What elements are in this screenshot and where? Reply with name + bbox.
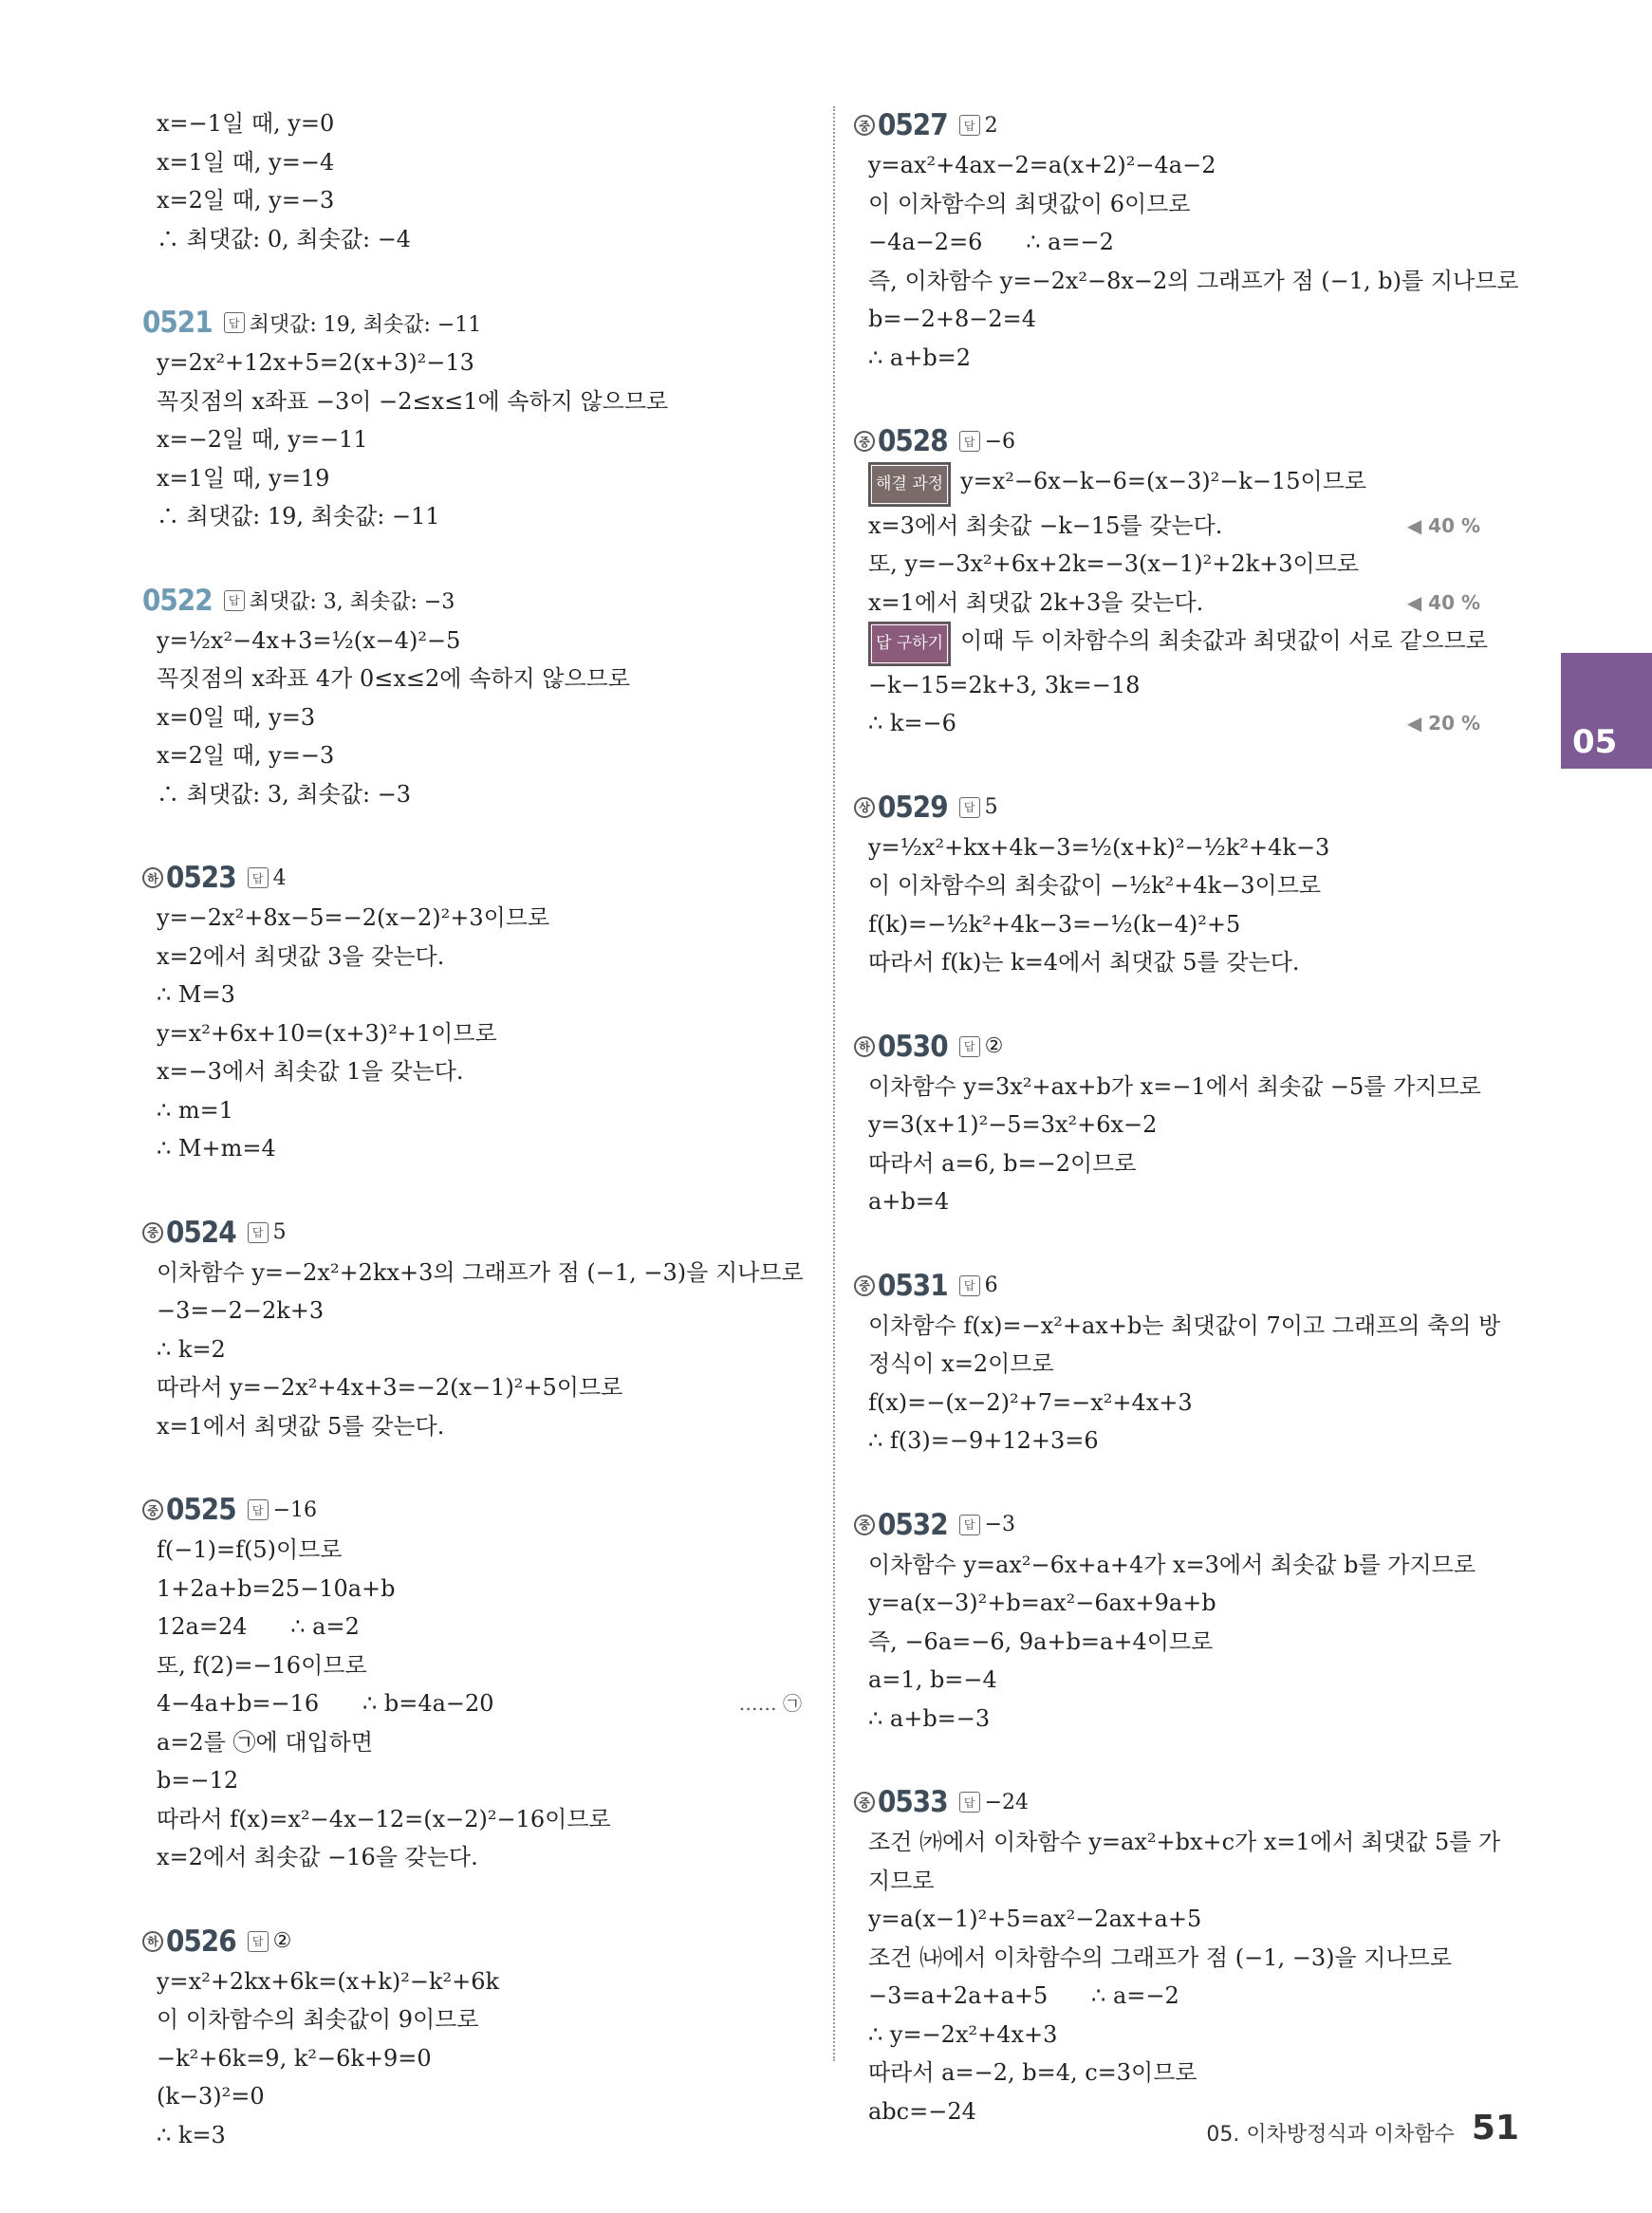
solution-line <box>854 828 1518 867</box>
page-number: 51 <box>1471 2109 1519 2148</box>
answer-value: ② <box>272 1929 292 1953</box>
answer-value: 최댓값: 3, 최솟값: −3 <box>249 590 455 614</box>
solution-text: x=−2일 때, y=−11 <box>157 426 368 453</box>
difficulty-badge: 중 <box>854 431 875 452</box>
solution-line <box>142 459 807 498</box>
solution-text: 따라서 a=−2, b=4, c=3이므로 <box>868 2059 1197 2086</box>
solution-text: y=½x²−4x+3=½(x−4)²−5 <box>157 626 461 654</box>
solution-line <box>142 976 807 1014</box>
solution-text: x=3에서 최솟값 −k−15를 갖는다. <box>868 511 1223 539</box>
answer-icon: 답 <box>248 1931 269 1952</box>
solution-text: y=x²+6x+10=(x+3)²+1이므로 <box>157 1019 497 1047</box>
solution-text: b=−2+8−2=4 <box>868 306 1036 332</box>
answer-value: 5 <box>984 795 998 819</box>
solution-text: x=1에서 최댓값 2k+3을 갖는다. <box>868 588 1204 616</box>
solution-text: x=−3에서 최솟값 1을 갖는다. <box>157 1058 464 1085</box>
solution-line <box>142 1761 807 1800</box>
solution-text: ∴ k=3 <box>157 2121 226 2148</box>
solution-text: y=ax²+4ax−2=a(x+2)²−4a−2 <box>868 152 1216 178</box>
answer-value: −16 <box>272 1497 318 1522</box>
solution-text: a=1, b=−4 <box>868 1666 997 1693</box>
solution-line <box>142 1407 807 1446</box>
solution-text: 따라서 y=−2x²+4x+3=−2(x−1)²+5이므로 <box>157 1374 623 1401</box>
solution-text: ∴ m=1 <box>157 1096 234 1124</box>
answer-value: −24 <box>984 1790 1030 1814</box>
problem-block <box>142 1212 807 1446</box>
problem-number: 0525 <box>166 1493 236 1527</box>
column-divider <box>833 106 835 2061</box>
solution-text: 이차함수 y=−2x²+2kx+3의 그래프가 점 (−1, −3)을 지나므로 <box>157 1258 804 1286</box>
solution-line <box>142 1962 807 2001</box>
problem-header <box>854 787 1518 828</box>
solution-text: x=2에서 최댓값 3을 갖는다. <box>157 942 445 970</box>
problem-header <box>854 420 1518 462</box>
solution-line <box>142 622 807 660</box>
solution-text: x=1일 때, y=−4 <box>157 148 335 176</box>
solution-line <box>854 1546 1518 1585</box>
solution-line <box>142 382 807 421</box>
step-tag: 해결 과정 <box>868 462 951 507</box>
solution-line <box>142 2116 807 2155</box>
solution-line <box>142 1254 807 1292</box>
solution-text: y=−2x²+8x−5=−2(x−2)²+3이므로 <box>157 904 550 931</box>
chapter-tab-label: 05 <box>1572 723 1618 761</box>
solution-line <box>142 1838 807 1877</box>
problem-block <box>854 420 1518 743</box>
problem-header <box>854 1265 1518 1307</box>
solution-text: 지므로 <box>868 1867 935 1894</box>
solution-line <box>854 1106 1518 1144</box>
solution-line <box>854 1623 1518 1662</box>
solution-line <box>854 1862 1518 1901</box>
solution-text: 꼭짓점의 x좌표 −3이 −2≤x≤1에 속하지 않으므로 <box>157 387 669 415</box>
solution-text: 이 이차함수의 최댓값이 6이므로 <box>868 190 1191 217</box>
solution-line <box>142 1684 807 1723</box>
solution-text: −k²+6k=9, k²−6k+9=0 <box>157 2044 432 2072</box>
solution-line <box>854 1422 1518 1460</box>
answer-icon: 답 <box>224 590 245 611</box>
problem-number: 0522 <box>142 583 213 618</box>
solution-text: −4a−2=6 ∴ a=−2 <box>868 229 1114 255</box>
problem-block <box>854 104 1518 377</box>
solution-text: ∴ 최댓값: 0, 최솟값: −4 <box>157 225 412 252</box>
solution-line <box>142 344 807 382</box>
problem-number: 0524 <box>166 1215 236 1250</box>
solution-line <box>854 866 1518 905</box>
right-column <box>854 104 1518 2174</box>
problem-block <box>854 1265 1518 1460</box>
chapter-tab <box>1561 653 1652 769</box>
problem-number: 0533 <box>878 1785 948 1819</box>
answer-icon: 답 <box>959 1275 980 1296</box>
solution-text: 꼭짓점의 x좌표 4가 0≤x≤2에 속하지 않으므로 <box>157 665 631 692</box>
solution-text: x=1에서 최댓값 5를 갖는다. <box>157 1412 445 1440</box>
solution-text: −k−15=2k+3, 3k=−18 <box>868 671 1141 698</box>
footer-chapter-title: 05. 이차방정식과 이차함수 <box>1206 2123 1455 2147</box>
solution-text: 이때 두 이차함수의 최솟값과 최댓값이 서로 같으므로 <box>960 627 1488 654</box>
problem-number: 0531 <box>878 1268 948 1303</box>
solution-text: y=3(x+1)²−5=3x²+6x−2 <box>868 1111 1158 1138</box>
answer-value: 2 <box>984 113 998 138</box>
solution-line <box>854 666 1518 705</box>
difficulty-badge: 하 <box>142 1931 163 1952</box>
problem-block <box>142 580 807 814</box>
problem-number: 0529 <box>878 790 948 825</box>
solution-line <box>854 1939 1518 1978</box>
solution-text: ∴ 최댓값: 19, 최솟값: −11 <box>157 503 440 530</box>
solution-line <box>142 899 807 938</box>
final-tag: 답 구하기 <box>868 622 951 666</box>
solution-text: −3=−2−2k+3 <box>157 1297 325 1324</box>
solution-line <box>142 2077 807 2116</box>
solution-text: y=x²+2kx+6k=(x+k)²−k²+6k <box>157 1967 500 1995</box>
solution-line <box>142 497 807 536</box>
solution-line <box>854 1661 1518 1700</box>
solution-line <box>142 420 807 459</box>
solution-line <box>854 1977 1518 2016</box>
problem-block <box>142 104 807 258</box>
difficulty-badge: 하 <box>854 1036 875 1057</box>
problem-block <box>854 787 1518 982</box>
solution-text: 이차함수 f(x)=−x²+ax+b는 최댓값이 7이고 그래프의 축의 방 <box>868 1311 1501 1339</box>
difficulty-badge: 중 <box>142 1222 163 1243</box>
solution-line <box>142 775 807 814</box>
problem-header <box>142 857 807 899</box>
solution-line <box>854 462 1518 507</box>
problem-block <box>854 1504 1518 1739</box>
solution-line <box>142 1014 807 1053</box>
solution-text: 이차함수 y=ax²−6x+a+4가 x=3에서 최솟값 b를 가지므로 <box>868 1551 1476 1578</box>
answer-icon: 답 <box>959 431 980 452</box>
solution-text: 12a=24 ∴ a=2 <box>157 1613 360 1640</box>
answer-icon: 답 <box>224 312 245 333</box>
solution-text: a+b=4 <box>868 1188 950 1215</box>
problem-header <box>142 302 807 344</box>
solution-line <box>854 1584 1518 1623</box>
difficulty-badge: 하 <box>142 867 163 888</box>
solution-line <box>142 1129 807 1168</box>
solution-text: a=2를 ㉠에 대입하면 <box>157 1728 374 1756</box>
solution-text: 즉, 이차함수 y=−2x²−8x−2의 그래프가 점 (−1, b)를 지나므로 <box>868 267 1519 294</box>
score-percent: ◀ 40 % <box>1406 513 1480 537</box>
problem-block <box>142 1921 807 2155</box>
solution-line <box>142 143 807 182</box>
solution-line <box>854 1384 1518 1423</box>
problem-number: 0523 <box>166 861 236 895</box>
solution-line <box>142 660 807 698</box>
solution-line <box>142 104 807 143</box>
solution-line <box>142 736 807 775</box>
solution-line <box>142 1368 807 1407</box>
solution-line <box>142 938 807 976</box>
solution-text: ∴ f(3)=−9+12+3=6 <box>868 1427 1099 1454</box>
solution-line <box>854 545 1518 584</box>
difficulty-badge: 중 <box>854 1275 875 1296</box>
solution-line <box>854 300 1518 339</box>
solution-text: x=1일 때, y=19 <box>157 464 330 492</box>
solution-line <box>142 1723 807 1762</box>
solution-line <box>142 1570 807 1609</box>
answer-value: 6 <box>984 1274 998 1297</box>
problem-header <box>142 1212 807 1254</box>
solution-line <box>854 2054 1518 2092</box>
problem-block <box>142 1489 807 1877</box>
solution-text: ∴ k=−6 <box>868 710 956 736</box>
answer-icon: 답 <box>959 797 980 818</box>
solution-line <box>854 704 1518 743</box>
problem-header <box>142 1489 807 1531</box>
difficulty-badge: 중 <box>854 1792 875 1813</box>
answer-value: −3 <box>984 1513 1016 1536</box>
solution-text: ∴ a+b=−3 <box>868 1704 991 1732</box>
problem-number: 0530 <box>878 1029 948 1064</box>
solution-line <box>854 146 1518 185</box>
solution-text: y=a(x−1)²+5=ax²−2ax+a+5 <box>868 1906 1202 1932</box>
problem-header <box>854 1781 1518 1823</box>
problem-block <box>854 1026 1518 1221</box>
problem-number: 0527 <box>878 108 948 142</box>
answer-value: 4 <box>272 865 287 890</box>
solution-text: x=2일 때, y=−3 <box>157 742 335 769</box>
problem-header <box>854 104 1518 146</box>
solution-line <box>854 1182 1518 1221</box>
solution-line <box>142 698 807 737</box>
page-footer <box>1206 2109 1519 2148</box>
solution-text: ∴ k=2 <box>157 1335 226 1363</box>
solution-line <box>854 905 1518 944</box>
problem-number: 0532 <box>878 1507 948 1542</box>
solution-line <box>142 181 807 220</box>
solution-line <box>854 622 1518 666</box>
solution-line <box>854 1900 1518 1939</box>
problem-number: 0528 <box>878 424 948 458</box>
solution-text: x=−1일 때, y=0 <box>157 110 335 137</box>
left-column <box>142 104 807 2198</box>
solution-text: 이차함수 y=3x²+ax+b가 x=−1에서 최솟값 −5를 가지므로 <box>868 1072 1481 1100</box>
solution-text: ∴ a+b=2 <box>868 344 972 371</box>
solution-text: y=½x²+kx+4k−3=½(x+k)²−½k²+4k−3 <box>868 833 1330 861</box>
score-percent: ◀ 20 % <box>1406 712 1480 735</box>
solution-text: ∴ M=3 <box>157 981 235 1008</box>
solution-line <box>854 1068 1518 1106</box>
problem-number: 0526 <box>166 1924 236 1959</box>
solution-text: x=2에서 최솟값 −16을 갖는다. <box>157 1844 478 1870</box>
solution-line <box>142 1330 807 1369</box>
difficulty-badge: 중 <box>854 115 875 136</box>
solution-line <box>854 223 1518 262</box>
answer-value: 최댓값: 19, 최솟값: −11 <box>249 312 482 337</box>
answer-icon: 답 <box>248 1222 269 1243</box>
problem-header <box>142 580 807 622</box>
problem-header <box>854 1026 1518 1068</box>
equation-marker: …… ㉠ <box>738 1692 802 1715</box>
solution-text: 4−4a+b=−16 ∴ b=4a−20 <box>157 1690 494 1717</box>
solution-text: x=0일 때, y=3 <box>157 703 316 731</box>
solution-text: b=−12 <box>157 1767 239 1794</box>
solution-line <box>854 339 1518 378</box>
answer-value: ② <box>984 1034 1004 1058</box>
solution-line <box>854 507 1518 546</box>
solution-text: y=a(x−3)²+b=ax²−6ax+9a+b <box>868 1590 1216 1616</box>
solution-line <box>142 1531 807 1570</box>
solution-text: 정식이 x=2이므로 <box>868 1350 1054 1377</box>
solution-text: f(−1)=f(5)이므로 <box>157 1536 343 1563</box>
difficulty-badge: 상 <box>854 797 875 818</box>
problem-number: 0521 <box>142 306 213 340</box>
solution-line <box>142 1800 807 1839</box>
solution-text: 조건 ㈏에서 이차함수의 그래프가 점 (−1, −3)을 지나므로 <box>868 1943 1453 1971</box>
answer-icon: 답 <box>959 1036 980 1057</box>
solution-text: 따라서 a=6, b=−2이므로 <box>868 1149 1137 1177</box>
solution-text: 즉, −6a=−6, 9a+b=a+4이므로 <box>868 1627 1214 1655</box>
solution-text: 또, y=−3x²+6x+2k=−3(x−1)²+2k+3이므로 <box>868 550 1360 577</box>
answer-icon: 답 <box>248 867 269 888</box>
solution-line <box>142 1608 807 1646</box>
solution-line <box>854 2016 1518 2055</box>
solution-text: abc=−24 <box>868 2097 976 2125</box>
solution-line <box>854 943 1518 982</box>
solution-text: f(k)=−½k²+4k−3=−½(k−4)²+5 <box>868 910 1241 938</box>
solution-line <box>142 1052 807 1091</box>
solution-line <box>142 1091 807 1130</box>
solution-line <box>854 1144 1518 1183</box>
solution-text: x=2일 때, y=−3 <box>157 187 335 214</box>
solution-text: ∴ M+m=4 <box>157 1135 276 1162</box>
answer-value: 5 <box>272 1220 287 1244</box>
answer-icon: 답 <box>959 1792 980 1813</box>
solution-line <box>854 1823 1518 1862</box>
problem-header <box>142 1921 807 1962</box>
solution-line <box>854 1700 1518 1739</box>
answer-value: −6 <box>984 429 1016 454</box>
problem-block <box>142 857 807 1168</box>
solution-text: 또, f(2)=−16이므로 <box>157 1651 367 1679</box>
solution-text: 조건 ㈎에서 이차함수 y=ax²+bx+c가 x=1에서 최댓값 5를 가 <box>868 1829 1501 1855</box>
solution-text: 따라서 f(k)는 k=4에서 최댓값 5를 갖는다. <box>868 949 1300 976</box>
difficulty-badge: 중 <box>142 1499 163 1520</box>
score-percent: ◀ 40 % <box>1406 590 1480 614</box>
solution-text: 이 이차함수의 최솟값이 9이므로 <box>157 2006 479 2033</box>
answer-icon: 답 <box>248 1499 269 1520</box>
solution-line <box>142 1646 807 1685</box>
answer-icon: 답 <box>959 1515 980 1535</box>
solution-line <box>142 1292 807 1330</box>
solution-text: f(x)=−(x−2)²+7=−x²+4x+3 <box>868 1388 1193 1416</box>
solution-line <box>854 185 1518 224</box>
solution-line <box>142 2039 807 2078</box>
solution-line <box>142 220 807 259</box>
solution-line <box>142 2000 807 2039</box>
solution-text: y=2x²+12x+5=2(x+3)²−13 <box>157 349 474 376</box>
problem-block <box>142 302 807 536</box>
problem-block <box>854 1781 1518 2130</box>
solution-text: ∴ y=−2x²+4x+3 <box>868 2020 1058 2048</box>
solution-text: (k−3)²=0 <box>157 2083 265 2110</box>
solution-text: 1+2a+b=25−10a+b <box>157 1574 396 1602</box>
solution-line <box>854 584 1518 623</box>
answer-icon: 답 <box>959 115 980 136</box>
solution-text: ∴ 최댓값: 3, 최솟값: −3 <box>157 780 412 808</box>
solution-line <box>854 262 1518 301</box>
solution-text: 이 이차함수의 최솟값이 −½k²+4k−3이므로 <box>868 872 1322 899</box>
solution-line <box>854 1345 1518 1384</box>
problem-header <box>854 1504 1518 1546</box>
solution-text: −3=a+2a+a+5 ∴ a=−2 <box>868 1982 1179 2009</box>
solution-line <box>854 1307 1518 1346</box>
solution-text: 따라서 f(x)=x²−4x−12=(x−2)²−16이므로 <box>157 1805 611 1832</box>
difficulty-badge: 중 <box>854 1515 875 1535</box>
solution-text: y=x²−6x−k−6=(x−3)²−k−15이므로 <box>960 468 1367 494</box>
